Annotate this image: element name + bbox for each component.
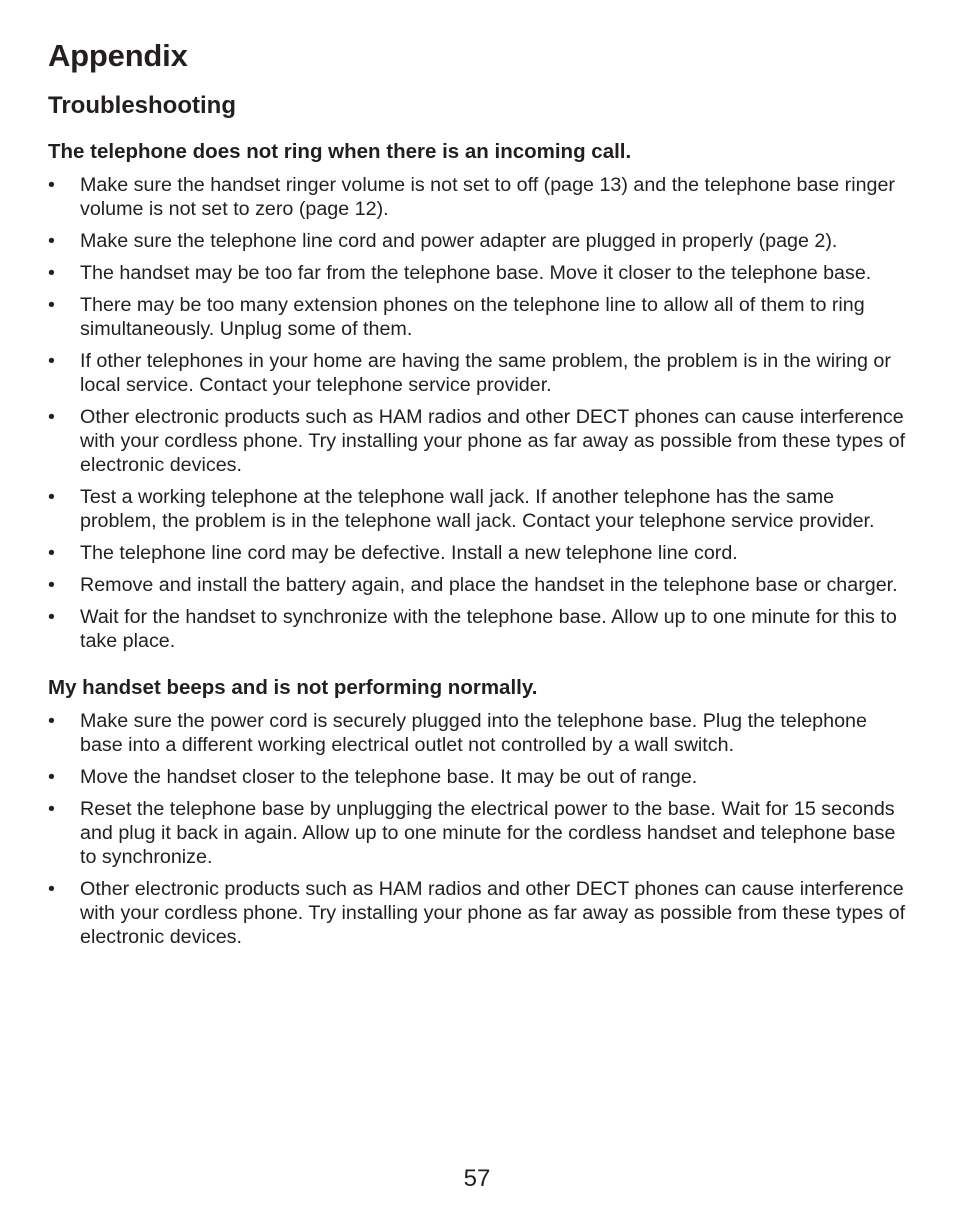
list-item xyxy=(48,349,908,397)
bullet-marker: • xyxy=(48,710,55,732)
list-item xyxy=(48,293,908,341)
list-item xyxy=(48,709,908,757)
list-item xyxy=(48,173,908,221)
list-item xyxy=(48,877,908,949)
list-item xyxy=(48,541,908,565)
list-item-text: Other electronic products such as HAM radios and other DECT phones can cause interference with your cordless phone. Try installing your phone as far away as possible from these types of electronic devices. xyxy=(80,878,906,948)
list-item xyxy=(48,261,908,285)
troubleshooting-content xyxy=(48,139,908,957)
bullet-list xyxy=(48,709,908,949)
list-item-text: Make sure the handset ringer volume is not set to off (page 13) and the telephone base ringer volume is not set to zero (page 12). xyxy=(80,174,895,220)
list-item-text: Make sure the power cord is securely plugged into the telephone base. Plug the telephone base into a different working electrical outlet not controlled by a wall switch. xyxy=(80,710,867,756)
list-item-text: The handset may be too far from the telephone base. Move it closer to the telephone base. xyxy=(80,262,872,284)
list-item-text: Remove and install the battery again, and place the handset in the telephone base or charger. xyxy=(80,574,898,596)
list-item-text: Wait for the handset to synchronize with the telephone base. Allow up to one minute for this to take place. xyxy=(80,606,897,652)
list-item-text: Reset the telephone base by unplugging the electrical power to the base. Wait for 15 seconds and plug it back in again. Allow up to one minute for the cordless handset and telephone base to synchronize. xyxy=(80,798,896,868)
bullet-marker: • xyxy=(48,350,55,372)
page-number: 57 xyxy=(463,1165,491,1192)
bullet-marker: • xyxy=(48,294,55,316)
list-item-text: The telephone line cord may be defective. Install a new telephone line cord. xyxy=(80,542,738,564)
bullet-marker: • xyxy=(48,798,55,820)
bullet-marker: • xyxy=(48,230,55,252)
list-item xyxy=(48,485,908,533)
list-item-text: Test a working telephone at the telephone wall jack. If another telephone has the same problem, the problem is in the telephone wall jack. Contact your telephone service provider. xyxy=(80,486,875,532)
list-item-text: If other telephones in your home are having the same problem, the problem is in the wiring or local service. Contact your telephone service provider. xyxy=(80,350,891,396)
list-item-text: There may be too many extension phones on the telephone line to allow all of them to ring simultaneously. Unplug some of them. xyxy=(80,294,865,340)
section-title: Troubleshooting xyxy=(48,92,236,119)
issue-handset-beeps xyxy=(48,675,908,949)
list-item-text: Move the handset closer to the telephone base. It may be out of range. xyxy=(80,766,698,788)
bullet-list xyxy=(48,173,908,653)
list-item xyxy=(48,605,908,653)
bullet-marker: • xyxy=(48,878,55,900)
bullet-marker: • xyxy=(48,262,55,284)
bullet-marker: • xyxy=(48,486,55,508)
bullet-marker: • xyxy=(48,574,55,596)
bullet-marker: • xyxy=(48,174,55,196)
list-item xyxy=(48,229,908,253)
list-item-text: Other electronic products such as HAM radios and other DECT phones can cause interference with your cordless phone. Try installing your phone as far away as possible from these types of electronic devices. xyxy=(80,406,906,476)
list-item xyxy=(48,797,908,869)
list-item xyxy=(48,405,908,477)
page-title: Appendix xyxy=(48,38,188,73)
bullet-marker: • xyxy=(48,406,55,428)
list-item-text: Make sure the telephone line cord and power adapter are plugged in properly (page 2). xyxy=(80,230,838,252)
issue-heading: The telephone does not ring when there is an incoming call. xyxy=(48,140,632,163)
bullet-marker: • xyxy=(48,766,55,788)
issue-no-ring xyxy=(48,139,908,653)
issue-heading: My handset beeps and is not performing normally. xyxy=(48,676,538,699)
list-item xyxy=(48,573,908,597)
list-item xyxy=(48,765,908,789)
bullet-marker: • xyxy=(48,606,55,628)
bullet-marker: • xyxy=(48,542,55,564)
